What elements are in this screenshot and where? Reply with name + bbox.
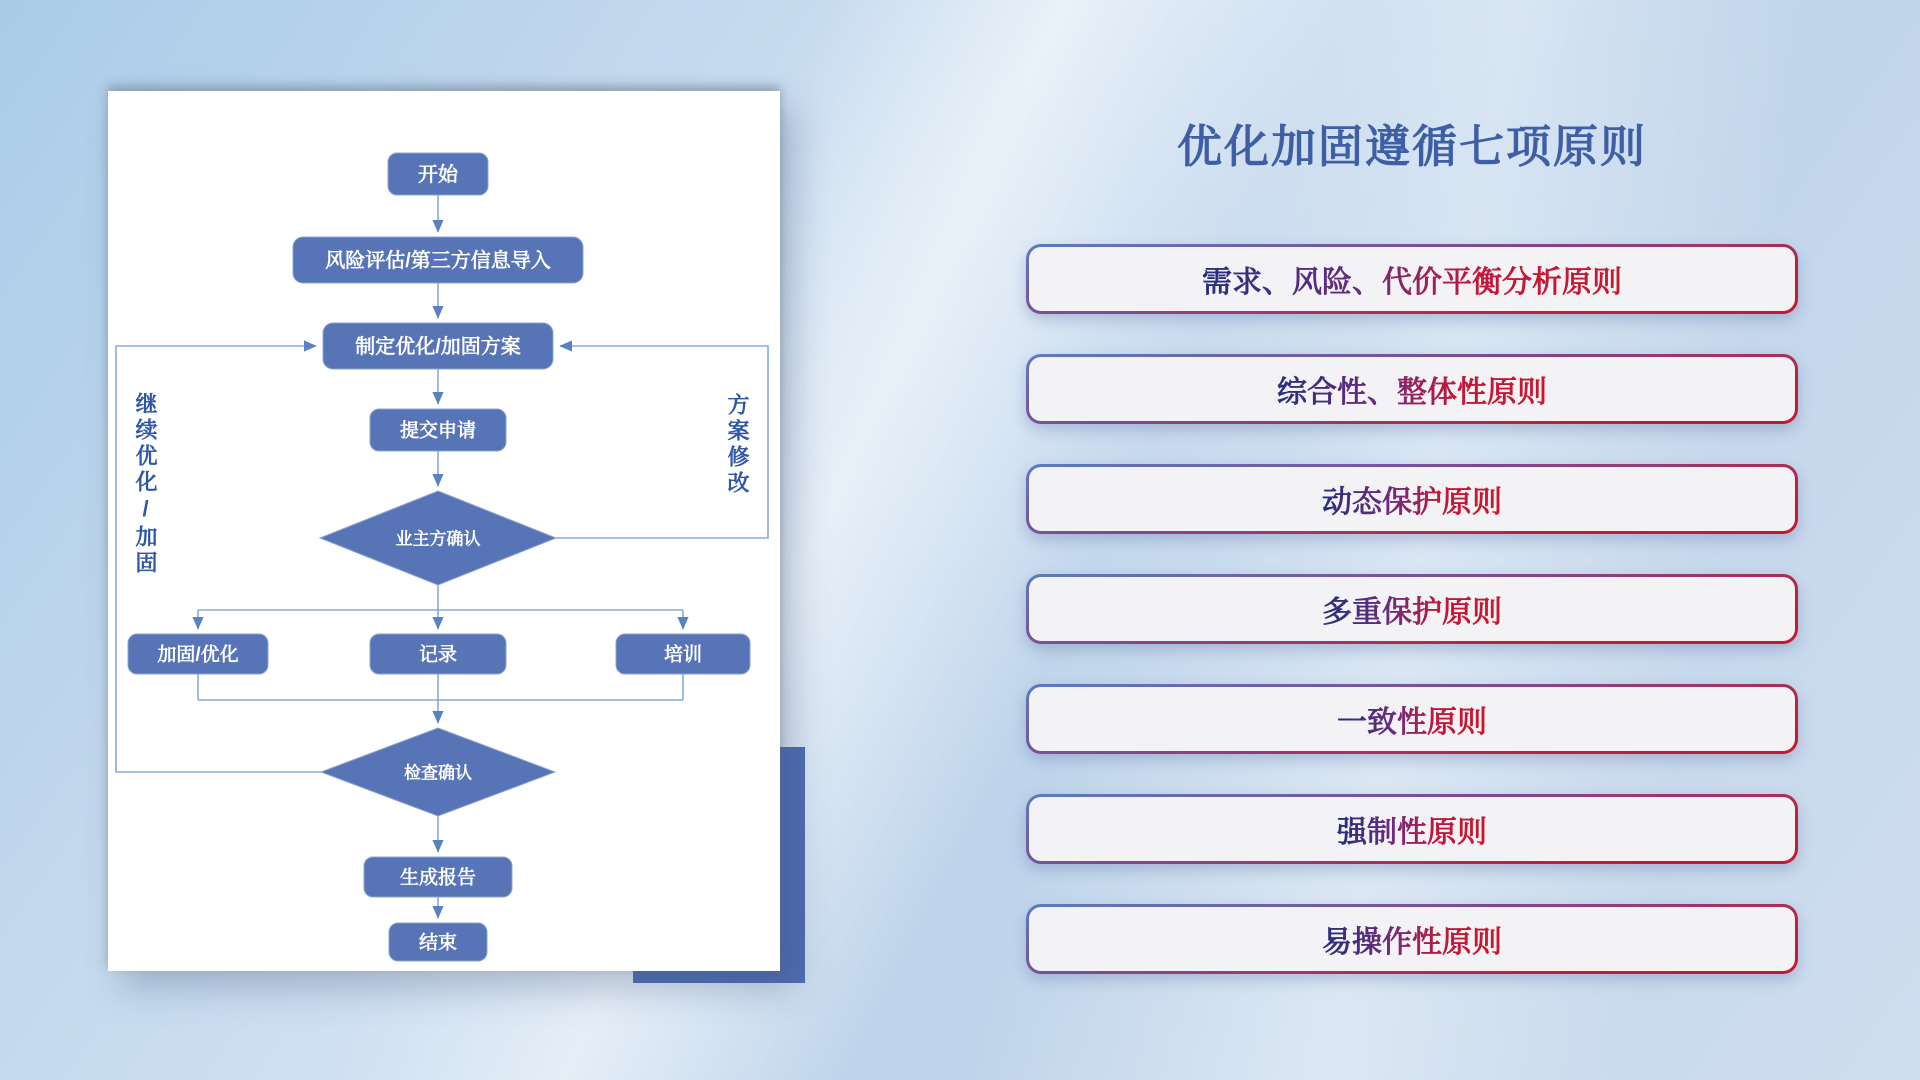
- node-start-label: 开始: [418, 164, 458, 186]
- principle-card-3: [1026, 464, 1798, 534]
- principle-card-6-body: [1029, 797, 1795, 861]
- page-title: 优化加固遵循七项原则: [1176, 121, 1647, 172]
- node-reinforce-optimize: [128, 634, 268, 674]
- node-end-label: 结束: [418, 932, 458, 954]
- node-risk-assessment: [293, 237, 583, 283]
- connector-branch-split: [198, 585, 683, 610]
- principle-card-6: [1026, 794, 1798, 864]
- principle-card-1: [1026, 244, 1798, 314]
- principles-list: [1026, 244, 1798, 974]
- flowchart: [108, 91, 780, 971]
- connector-branch-join: [198, 674, 683, 700]
- principle-card-3-label: 动态保护原则: [1322, 477, 1502, 521]
- node-end: [389, 923, 487, 961]
- node-check-confirm-label: 检查确认: [404, 763, 472, 783]
- node-record: [370, 634, 506, 674]
- node-check-confirm: [321, 728, 555, 816]
- node-training: [616, 634, 750, 674]
- principle-card-5-body: [1029, 687, 1795, 751]
- principle-card-2-label: 综合性、整体性原则: [1277, 367, 1547, 411]
- node-owner-confirm-label: 业主方确认: [395, 529, 481, 549]
- principle-card-2-body: [1029, 357, 1795, 421]
- principle-card-3-body: [1029, 467, 1795, 531]
- node-submit-request-label: 提交申请: [399, 420, 477, 442]
- principle-card-2: [1026, 354, 1798, 424]
- principle-card-4-body: [1029, 577, 1795, 641]
- node-record-label: 记录: [418, 644, 458, 666]
- node-generate-report: [364, 857, 512, 897]
- node-reinforce-optimize-label: 加固/优化: [157, 644, 239, 666]
- principle-card-5: [1026, 684, 1798, 754]
- node-owner-confirm: [320, 491, 556, 585]
- node-risk-assessment-label: 风险评估/第三方信息导入: [325, 250, 551, 272]
- node-submit-request: [370, 409, 506, 451]
- node-generate-report-label: 生成报告: [399, 867, 477, 889]
- principle-card-1-body: [1029, 247, 1795, 311]
- node-start: [388, 153, 488, 195]
- principle-card-6-label: 强制性原则: [1337, 807, 1487, 851]
- loop-label-continue: 继续优化/加固: [133, 392, 158, 577]
- principle-card-1-label: 需求、风险、代价平衡分析原则: [1202, 257, 1622, 301]
- flowchart-page: [108, 91, 780, 971]
- principle-card-4: [1026, 574, 1798, 644]
- principle-card-4-label: 多重保护原则: [1322, 587, 1502, 631]
- loop-label-revise: 方案修改: [725, 393, 750, 497]
- principle-card-5-label: 一致性原则: [1337, 697, 1487, 741]
- principle-card-7-label: 易操作性原则: [1322, 917, 1502, 961]
- node-training-label: 培训: [663, 644, 703, 666]
- node-make-plan: [323, 323, 553, 369]
- principle-card-7-body: [1029, 907, 1795, 971]
- principle-card-7: [1026, 904, 1798, 974]
- node-make-plan-label: 制定优化/加固方案: [355, 336, 521, 358]
